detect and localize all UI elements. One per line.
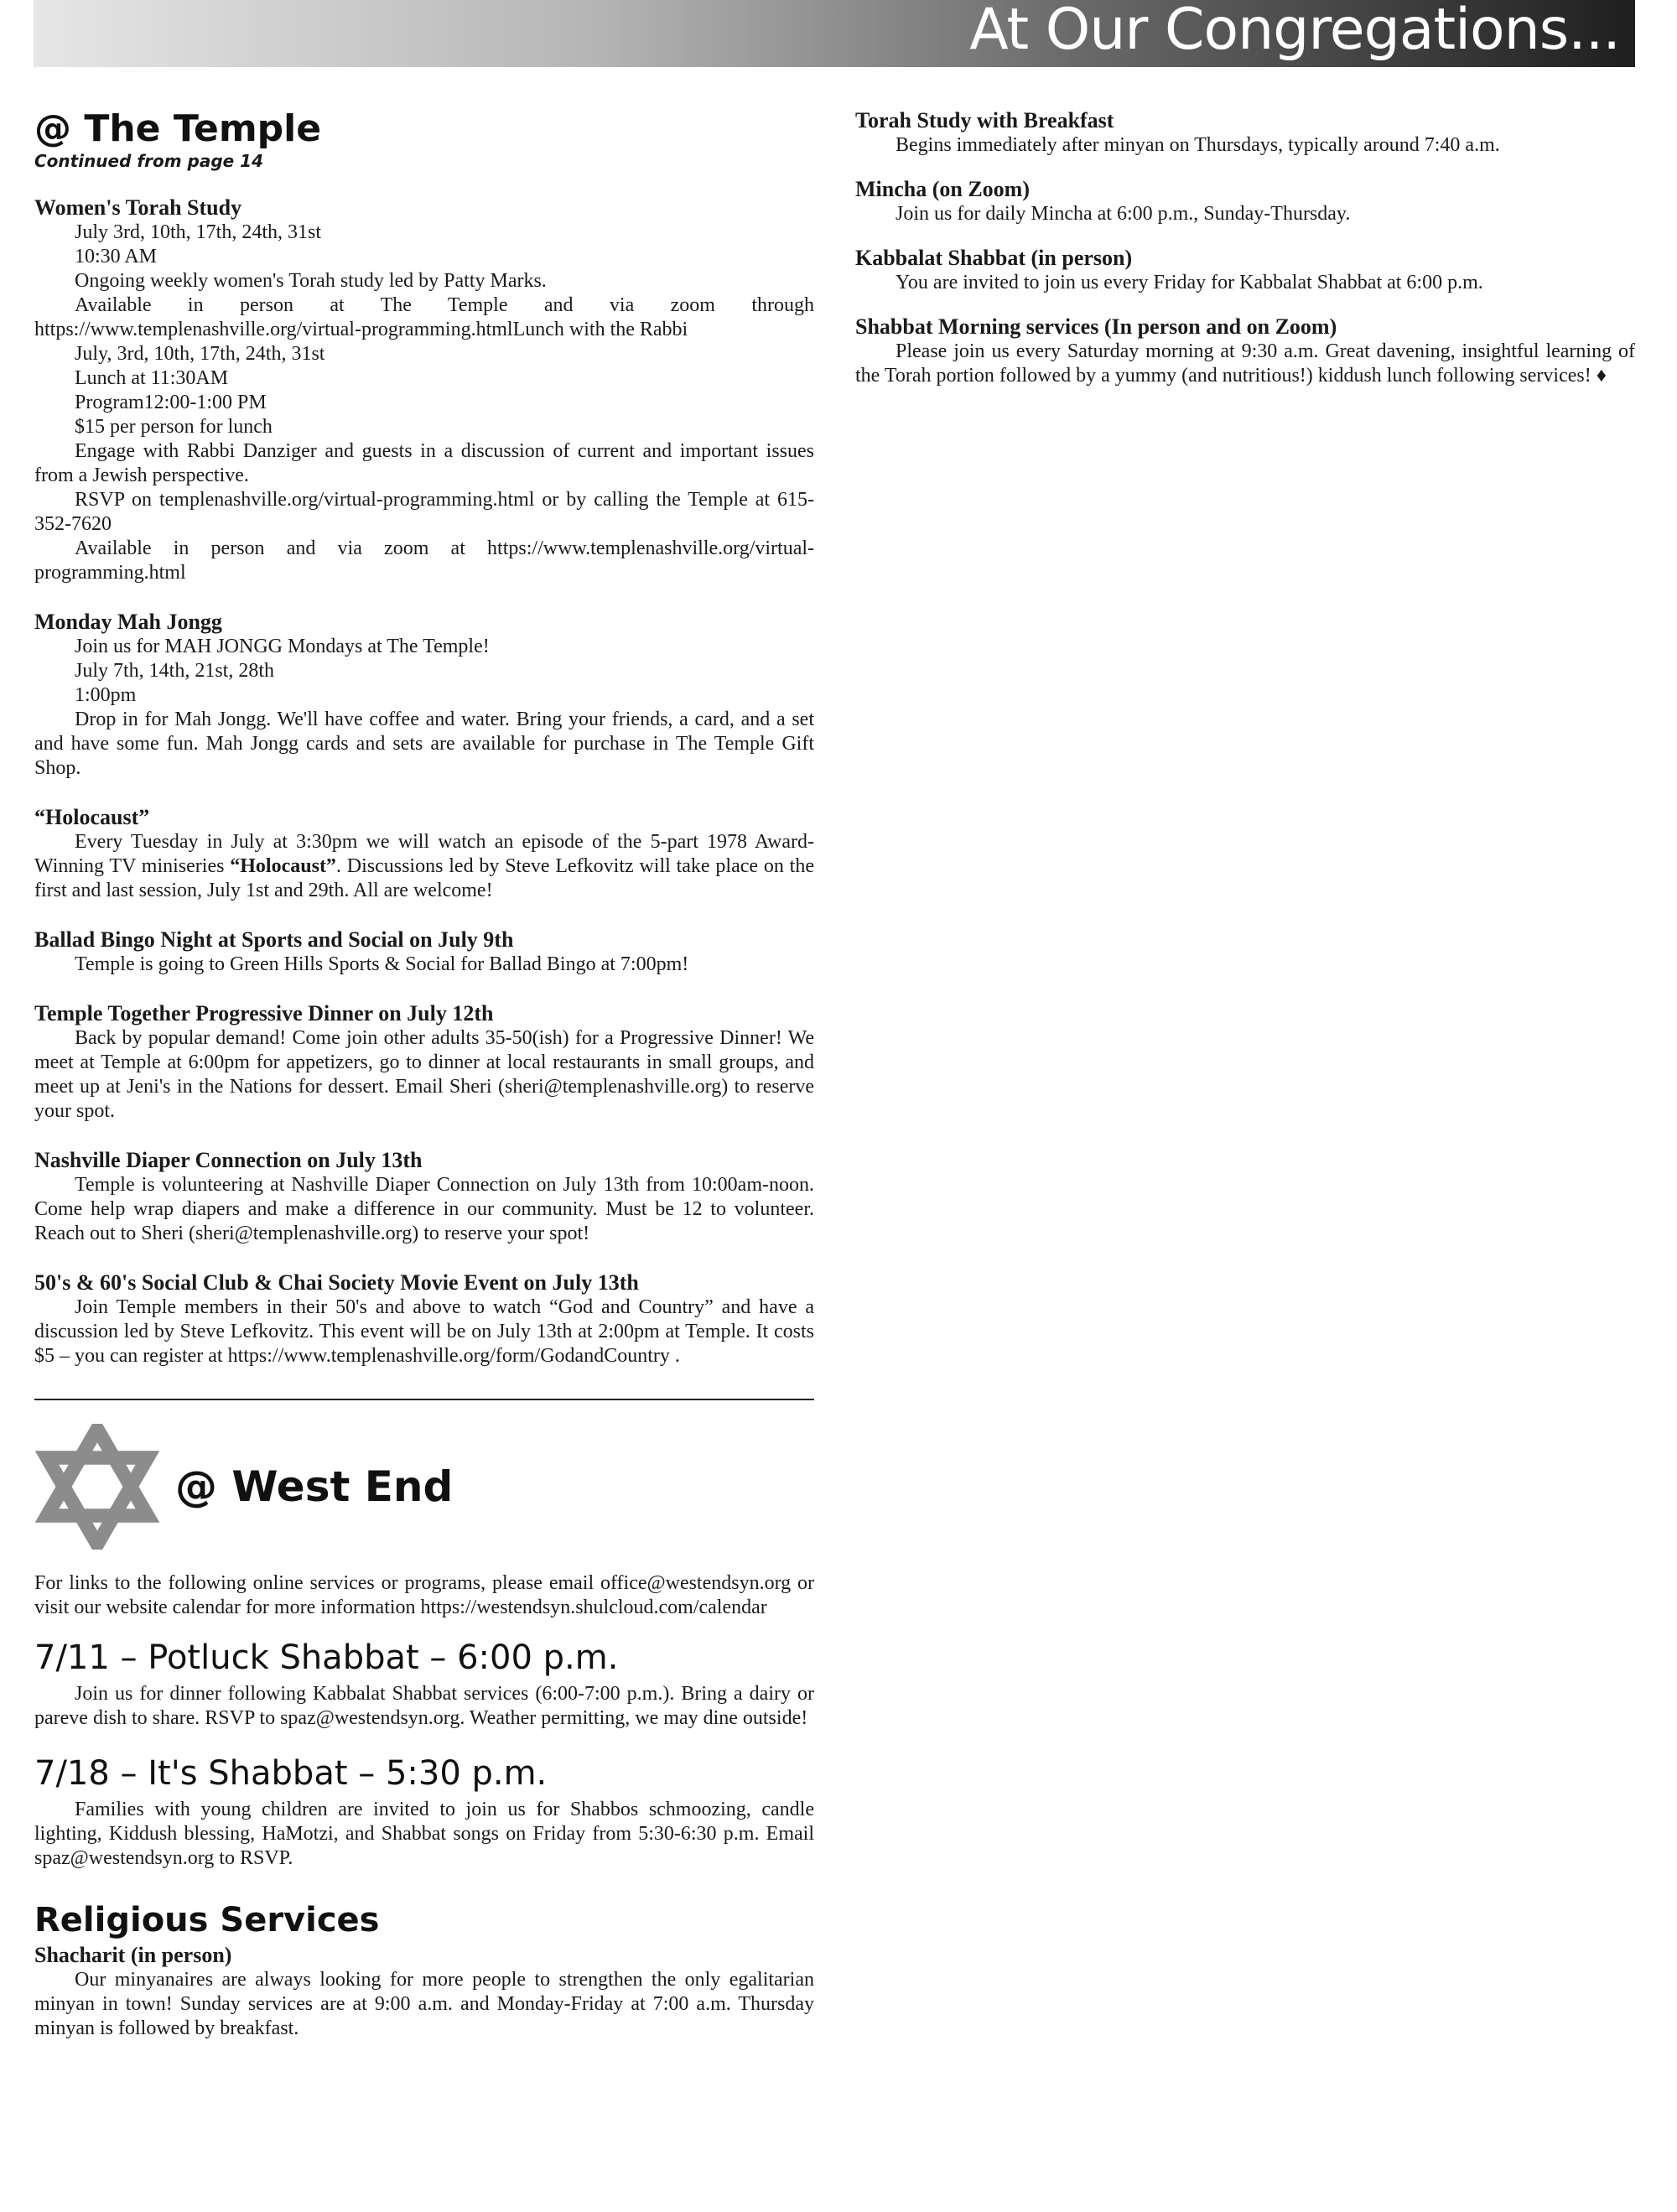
- left-column: [34, 107, 814, 2041]
- event-torah-study-breakfast: [855, 107, 1635, 158]
- event-title: Women's Torah Study: [34, 195, 242, 220]
- event-womens-torah-study: [34, 195, 814, 585]
- event-holocaust: [34, 804, 814, 903]
- event-text: Back by popular demand! Come join other adults 35-50(ish) for a Progressive Dinner! We meet at Temple at 6:00pm for appetizers, go to dinner at local restaurants in small groups, and meet up at Jeni's in the Nations for dessert. Email Sheri (sheri@templenashville.org) to reserve your spot.: [34, 1027, 814, 1122]
- event-title: Ballad Bingo Night at Sports and Social on July 9th: [34, 927, 514, 952]
- event-title: Nashville Diaper Connection on July 13th: [34, 1148, 423, 1172]
- event-title: Temple Together Progressive Dinner on July 12th: [34, 1001, 494, 1026]
- banner-title: At Our Congregations...: [969, 0, 1620, 63]
- event-line: Lunch at 11:30AM: [75, 367, 229, 389]
- event-text: Temple is going to Green Hills Sports & Social for Ballad Bingo at 7:00pm!: [75, 953, 689, 975]
- event-text: Join us for daily Mincha at 6:00 p.m., Sunday-Thursday.: [896, 203, 1351, 225]
- event-text: Engage with Rabbi Danziger and guests in a discussion of current and important issues from a Jewish perspective.: [34, 440, 814, 486]
- west-end-intro: For links to the following online services or programs, please email office@westendsyn.org or visit our website calendar for more information https://westendsyn.shulcloud.com/calendar: [34, 1572, 814, 1618]
- event-title: Monday Mah Jongg: [34, 610, 222, 634]
- event-line: 1:00pm: [75, 684, 137, 706]
- event-line: July, 3rd, 10th, 17th, 24th, 31st: [75, 343, 325, 365]
- event-text: [34, 830, 814, 903]
- event-title: Torah Study with Breakfast: [855, 108, 1114, 132]
- event-text-bold: “Holocaust”: [230, 855, 336, 877]
- event-progressive-dinner: [34, 1000, 814, 1124]
- header-banner: [34, 0, 1635, 67]
- event-line: $15 per person for lunch: [75, 416, 273, 438]
- event-text-part: . Discussions led by Steve Lefkovitz will take place on the first and last session, July 1st and 29th. All are welcome!: [34, 855, 814, 901]
- potluck-shabbat-heading: 7/11 – Potluck Shabbat – 6:00 p.m.: [34, 1638, 619, 1677]
- event-text: Ongoing weekly women's Torah study led by Patty Marks.: [75, 270, 547, 292]
- event-line: July 3rd, 10th, 17th, 24th, 31st: [75, 221, 322, 243]
- event-ballad-bingo: [34, 927, 814, 977]
- religious-services-heading: Religious Services: [34, 1901, 380, 1939]
- event-kabbalat-shabbat: [855, 245, 1635, 295]
- west-end-header: [34, 1424, 814, 1550]
- event-title: 50's & 60's Social Club & Chai Society Movie Event on July 13th: [34, 1270, 639, 1295]
- event-text: Begins immediately after minyan on Thursdays, typically around 7:40 a.m.: [896, 134, 1500, 156]
- event-text-part: Every Tuesday in July at 3:30pm we will watch an episode of the 5-part 1978 Award-Winning TV miniseries: [34, 831, 814, 877]
- event-text: Please join us every Saturday morning at 9:30 a.m. Great davening, insightful learning of the Torah portion followed by a yummy (and nutritious!) kiddush lunch following services! ♦: [855, 340, 1635, 387]
- continued-note: Continued from page 14: [34, 151, 263, 171]
- shacharit-heading: Shacharit (in person): [34, 1943, 232, 1967]
- west-end-section-title: @ West End: [175, 1462, 454, 1511]
- event-line: Program12:00-1:00 PM: [75, 392, 267, 413]
- event-line: Join us for MAH JONGG Mondays at The Temple!: [75, 636, 490, 657]
- event-mah-jongg: [34, 609, 814, 781]
- temple-section-title: @ The Temple: [34, 107, 322, 150]
- event-line: July 7th, 14th, 21st, 28th: [75, 660, 275, 682]
- right-column: [855, 107, 1635, 407]
- section-divider: [34, 1399, 814, 1400]
- event-text: Available in person and via zoom at https://www.templenashville.org/virtual-programming.html: [34, 537, 814, 584]
- event-text: Drop in for Mah Jongg. We'll have coffee and water. Bring your friends, a card, and a set and have some fun. Mah Jongg cards and sets are available for purchase in The Temple Gift Shop.: [34, 709, 814, 779]
- event-title: “Holocaust”: [34, 805, 150, 829]
- event-shabbat-morning: [855, 314, 1635, 388]
- event-text: Join Temple members in their 50's and above to watch “God and Country” and have a discussion led by Steve Lefkovitz. This event will be on July 13th at 2:00pm at Temple. It costs $5 – you can register at https://www.templenashville.org/form/GodandCountry .: [34, 1296, 814, 1367]
- event-text: You are invited to join us every Friday for Kabbalat Shabbat at 6:00 p.m.: [896, 272, 1483, 293]
- event-mincha: [855, 176, 1635, 226]
- shacharit-text: Our minyanaires are always looking for more people to strengthen the only egalitarian minyan in town! Sunday services are at 9:00 a.m. and Monday-Friday at 7:00 a.m. Thursday minyan is followed by breakfast.: [34, 1969, 814, 2039]
- event-line: 10:30 AM: [75, 246, 158, 267]
- event-text: Available in person at The Temple and via zoom through https://www.templenashville.org/virtual-programming.htmlLunch with the Rabbi: [34, 294, 814, 340]
- event-social-club-movie: [34, 1270, 814, 1368]
- potluck-shabbat-text: Join us for dinner following Kabbalat Shabbat services (6:00-7:00 p.m.). Bring a dairy or pareve dish to share. RSVP to spaz@westendsyn.org. Weather permitting, we may dine outside!: [34, 1683, 814, 1729]
- event-title: Shabbat Morning services (In person and on Zoom): [855, 314, 1337, 339]
- event-title: Mincha (on Zoom): [855, 177, 1030, 201]
- event-title: Kabbalat Shabbat (in person): [855, 246, 1133, 270]
- its-shabbat-heading: 7/18 – It's Shabbat – 5:30 p.m.: [34, 1754, 548, 1793]
- event-diaper-connection: [34, 1147, 814, 1246]
- event-text: RSVP on templenashville.org/virtual-programming.html or by calling the Temple at 615-352-7620: [34, 489, 814, 535]
- star-of-david-icon: [34, 1424, 160, 1550]
- event-text: Temple is volunteering at Nashville Diaper Connection on July 13th from 10:00am-noon. Come help wrap diapers and make a difference in our community. Must be 12 to volunteer. Reach out to Sheri (sheri@templenashville.org) to reserve your spot!: [34, 1174, 814, 1244]
- its-shabbat-text: Families with young children are invited to join us for Shabbos schmoozing, candle lighting, Kiddush blessing, HaMotzi, and Shabbat songs on Friday from 5:30-6:30 p.m. Email spaz@westendsyn.org to RSVP.: [34, 1799, 814, 1869]
